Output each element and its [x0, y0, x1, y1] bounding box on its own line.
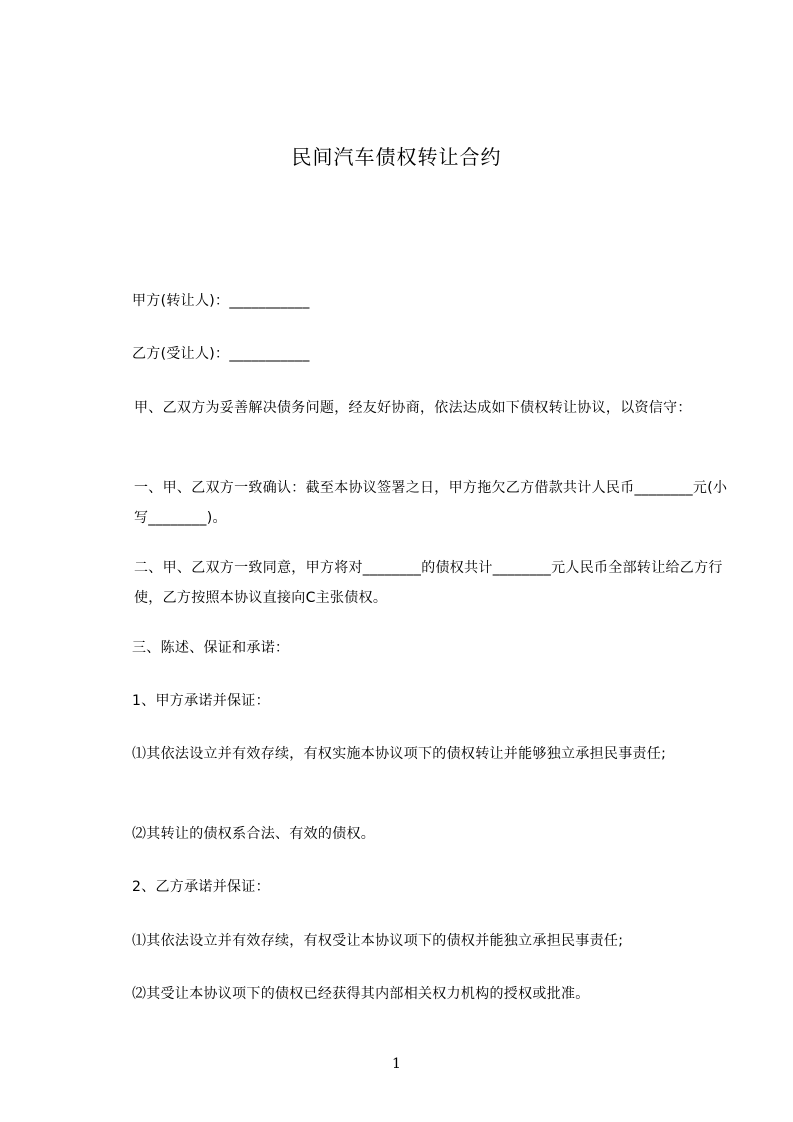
party-a-warranty-item-2: ⑵其转让的债权系合法、有效的债权。: [132, 826, 376, 842]
party-a-warranty-heading: 1、甲方承诺并保证：: [132, 693, 270, 709]
party-b-line: 乙方(受让人)：___________: [132, 346, 310, 362]
preamble-paragraph: 甲、乙双方为妥善解决债务问题，经友好协商，依法达成如下债权转让协议，以资信守：: [134, 400, 692, 416]
party-a-line: 甲方(转让人)：___________: [132, 293, 310, 309]
clause-2-paragraph: 二、甲、乙双方一致同意，甲方将对________的债权共计________元人民币全部转让给乙方行使，乙方按照本协议直接向C主张债权。: [134, 560, 723, 606]
party-b-warranty-item-2: ⑵其受让本协议项下的债权已经获得其内部相关权力机构的授权或批准。: [132, 986, 590, 1002]
party-b-warranty-item-1: ⑴其依法设立并有效存续，有权受让本协议项下的债权并能独立承担民事责任;: [132, 933, 624, 949]
party-a-warranty-item-1: ⑴其依法设立并有效存续，有权实施本协议项下的债权转让并能够独立承担民事责任;: [132, 746, 667, 762]
page-number: 1: [392, 1056, 401, 1072]
clause-1-paragraph: 一、甲、乙双方一致确认：截至本协议签署之日，甲方拖欠乙方借款共计人民币________元(小写________)。: [134, 480, 728, 526]
party-b-warranty-heading: 2、乙方承诺并保证：: [132, 879, 270, 895]
document-title: 民间汽车债权转让合约: [291, 145, 502, 169]
clause-3-heading: 三、陈述、保证和承诺：: [132, 640, 290, 656]
